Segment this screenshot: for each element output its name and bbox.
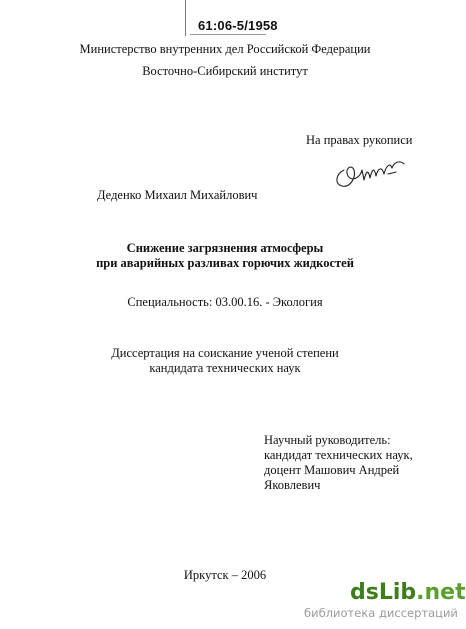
degree-line-1: Диссертация на соискание ученой степени	[111, 346, 339, 360]
specialty-line: Специальность: 03.00.16. - Экология	[127, 295, 323, 309]
institute-line: Восточно-Сибирский институт	[142, 64, 308, 78]
archive-code: 61:06-5/1958	[198, 18, 278, 33]
city-year: Иркутск – 2006	[183, 568, 267, 582]
margin-line	[185, 0, 186, 36]
archive-code-underline	[190, 34, 266, 35]
dslib-watermark	[300, 580, 466, 624]
dslib-logo-light: .net	[416, 580, 466, 605]
author-name: Деденко Михаил Михайлович	[97, 188, 258, 202]
handwritten-signature	[330, 148, 410, 196]
ministry-line: Министерство внутренних дел Российской Федерации	[79, 42, 371, 56]
supervisor-name: доцент Машович Андрей	[264, 463, 400, 477]
watermark-overlap	[296, 562, 304, 572]
dslib-logo-dark: dsLib	[350, 580, 417, 605]
thesis-title-line-2: при аварийных разливах горючих жидкостей	[96, 256, 354, 270]
supervisor-patronymic: Яковлевич	[264, 478, 321, 492]
supervisor-heading: Научный руководитель:	[264, 433, 391, 447]
manuscript-note: На правах рукописи	[306, 133, 413, 147]
dslib-subtitle: библиотека диссертаций	[304, 606, 458, 620]
supervisor-degree: кандидат технических наук,	[264, 448, 413, 462]
thesis-title-line-1: Снижение загрязнения атмосферы	[126, 241, 324, 255]
degree-line-2: кандидата технических наук	[149, 361, 301, 375]
dslib-logo	[350, 580, 466, 606]
